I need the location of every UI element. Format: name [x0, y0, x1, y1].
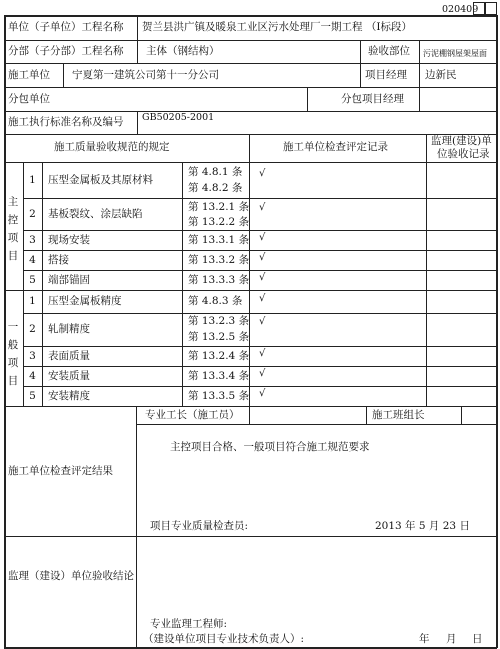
inspection-record-page: 020409 单位（子单位）工程名称 贺兰县洪广镇及暖泉工业区污水处理厂一期工程 （Ⅰ标段） 分部（子分部）工程名称 主体（钢结构） 验收部位 污泥棚钢屋架屋面 施工单位 宁夏第一建筑公司第十一分公司 项目经理 边新民 分包单位 分包项目经理 施工执行标准名称及编号 GB50205-2001 施工质量验收规范的规定 施工单位检查评定记录 监理(建设)单 位验收记录 主 控 项 目 一 般 项 目 1 压型金属板及其原材料 第 4.8.1 条 第 4.8.2 条 √ 2 基板裂纹、涂层缺陷 第 13.2.1 条 第 13.2.2 条 √ 3 现场安装 第 13.3.1 条 √ 4 搭接 第 13.3.2 条 √ 5 端部锚固 第 13.3.3 条 √ 1 压型金属板精度 第 4.8.3 条 √ 2 轧制精度 第 13.2.3 条 第 13.2.5 条 √ 3 表面质量 第 13.2.4 条 √ 4 安装质量 第 13.3.4 条 √ 5 安装精度 第 13.3.5 条 √ 专业工长（施工员） 施工班组长 施工单位检查评定结果 主控项目合格、一般项目符合施工规范要求 项目专业质量检查员: 2013 年 5 月 23 日 监理（建设）单位验收结论 专业监理工程师: （建设单位项目专业技术负责人）: 年 月 日 — [0, 0, 500, 649]
foreman-label: 专业工长（施工员） — [145, 409, 240, 421]
acceptance-part-label: 验收部位 — [368, 45, 410, 57]
sub-project-label: 分部（子分部）工程名称 — [8, 45, 124, 57]
supervision-date-day: 日 — [472, 633, 483, 645]
supervision-section-label: 监理（建设）单位验收结论 — [8, 570, 134, 582]
col-supervision-header-2: 位验收记录 — [437, 148, 490, 160]
unit-label: 单位（子单位）工程名称 — [8, 21, 124, 33]
standard-value: GB50205-2001 — [142, 112, 215, 123]
inspector-label: 项目专业质量检查员: — [150, 520, 249, 532]
check-mark: √ — [259, 388, 266, 399]
sub-project-value: 主体（钢结构） — [146, 45, 220, 57]
result-section-label: 施工单位检查评定结果 — [8, 465, 113, 477]
code-box — [485, 2, 497, 15]
col-spec-header: 施工质量验收规范的规定 — [54, 141, 170, 153]
check-mark: √ — [259, 202, 266, 213]
form-code: 020409 — [442, 4, 479, 15]
supervision-date-month: 月 — [446, 633, 457, 645]
check-mark: √ — [259, 168, 266, 179]
constructor-label: 施工单位 — [8, 69, 50, 81]
unit-value: 贺兰县洪广镇及暖泉工业区污水处理厂一期工程 （Ⅰ标段） — [142, 21, 412, 33]
team-leader-label: 施工班组长 — [372, 409, 425, 421]
result-date: 2013 年 5 月 23 日 — [375, 520, 470, 532]
project-manager-label: 项目经理 — [365, 69, 407, 81]
standard-label: 施工执行标准名称及编号 — [8, 116, 124, 128]
check-mark: √ — [259, 293, 266, 304]
check-mark: √ — [259, 316, 266, 327]
result-conclusion: 主控项目合格、一般项目符合施工规范要求 — [170, 441, 370, 453]
sub-manager-label: 分包项目经理 — [341, 93, 404, 105]
subcontractor-label: 分包单位 — [8, 93, 50, 105]
constructor-value: 宁夏第一建筑公司第十一分公司 — [72, 69, 219, 81]
supervision-date-year: 年 — [419, 633, 430, 645]
check-mark: √ — [259, 252, 266, 263]
check-mark: √ — [259, 368, 266, 379]
col-record-header: 施工单位检查评定记录 — [283, 141, 388, 153]
project-manager-value: 边新民 — [425, 69, 457, 81]
acceptance-part-value: 污泥棚钢屋架屋面 — [423, 49, 487, 58]
check-mark: √ — [259, 232, 266, 243]
engineer-label: 专业监理工程师: — [150, 618, 228, 630]
check-mark: √ — [259, 348, 266, 359]
tech-lead-label: （建设单位项目专业技术负责人）: — [143, 633, 305, 645]
check-mark: √ — [259, 272, 266, 283]
code-box — [473, 2, 485, 15]
col-supervision-header-1: 监理(建设)单 — [431, 135, 492, 147]
